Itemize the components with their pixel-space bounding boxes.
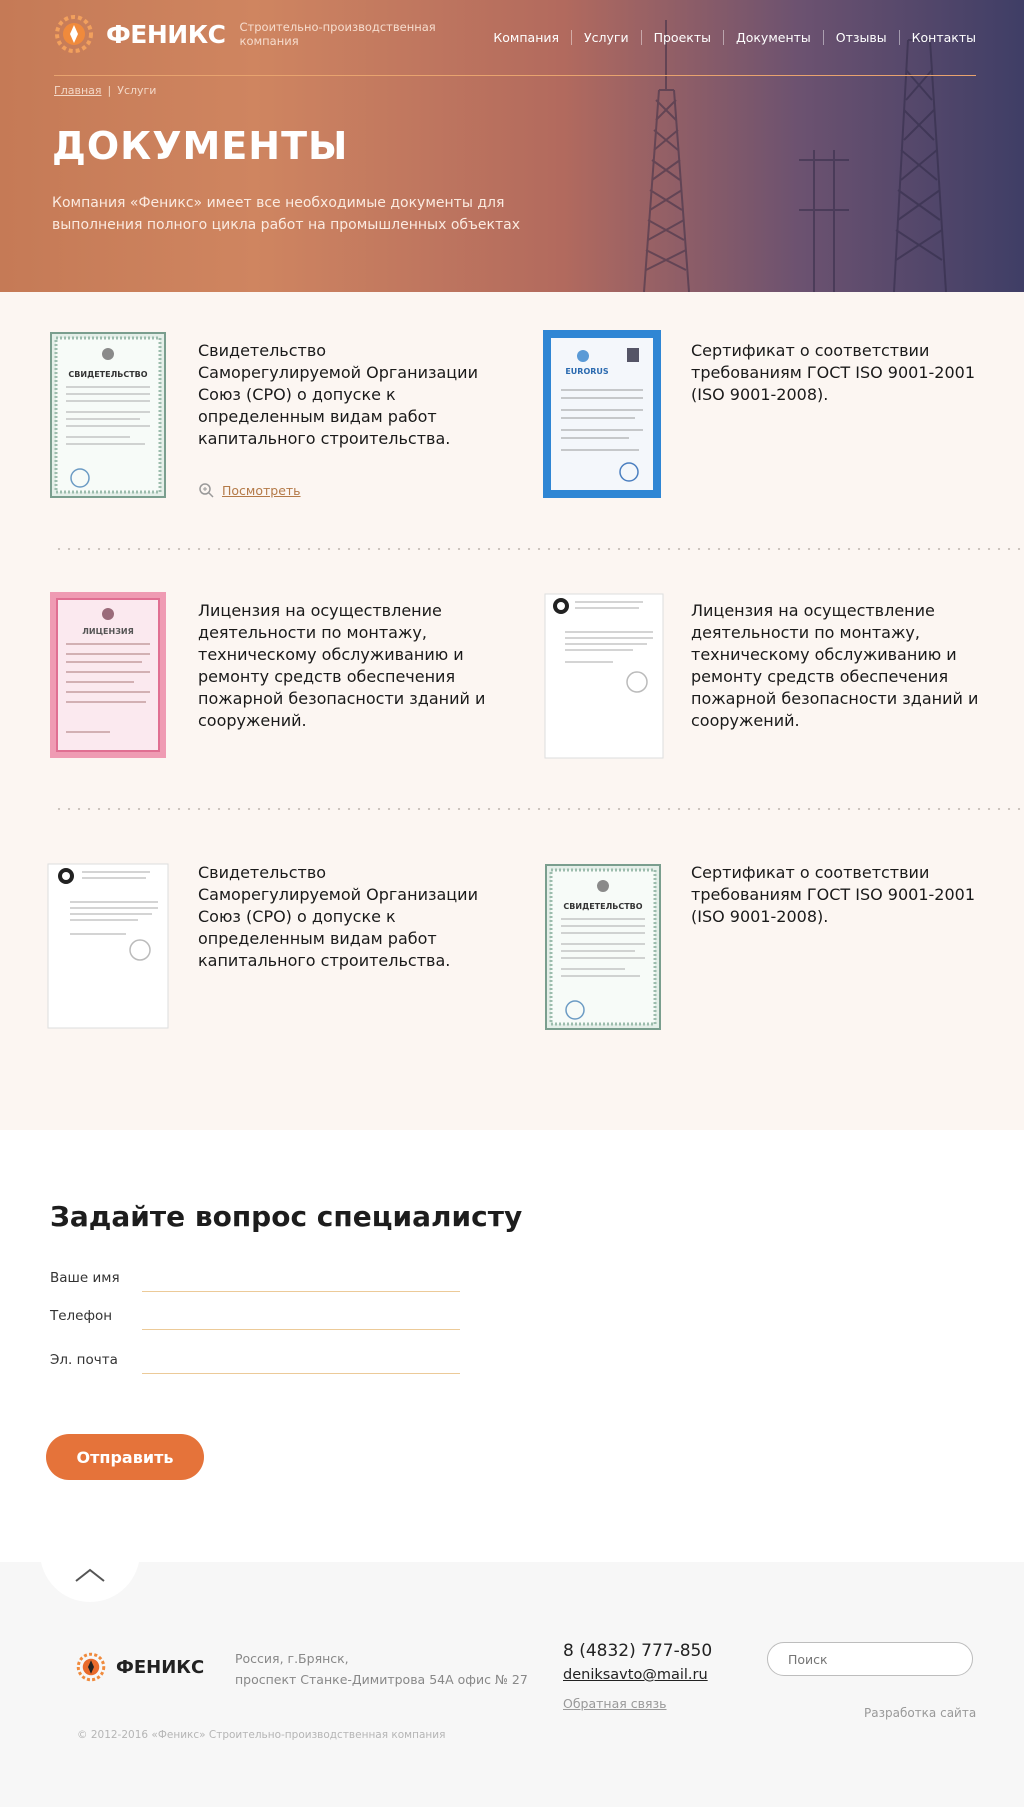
header-logo[interactable] bbox=[54, 14, 440, 54]
phone-input[interactable] bbox=[142, 1304, 460, 1330]
footer-logo[interactable] bbox=[76, 1652, 204, 1682]
phoenix-logo-icon bbox=[76, 1652, 106, 1682]
nav-item-contacts[interactable]: Контакты bbox=[899, 30, 976, 45]
nav-item-services[interactable]: Услуги bbox=[571, 30, 641, 45]
email-label: Эл. почта bbox=[50, 1352, 118, 1368]
nav-item-documents[interactable]: Документы bbox=[723, 30, 823, 45]
footer-phone[interactable]: 8 (4832) 777-850 bbox=[563, 1641, 713, 1661]
document-title: Сертификат о соответствии требованиям ГОСТ ISO 9001-2001 (ISO 9001-2008). bbox=[691, 341, 975, 404]
address-line: Россия, г.Брянск, bbox=[235, 1651, 349, 1666]
document-thumbnail[interactable] bbox=[50, 592, 166, 758]
view-document-link[interactable] bbox=[198, 482, 301, 498]
documents-section bbox=[0, 292, 1024, 1130]
document-thumbnail[interactable] bbox=[545, 864, 661, 1030]
thumb-heading: ЛИЦЕНЗИЯ bbox=[82, 627, 134, 636]
document-title: Лицензия на осуществление деятельности по монтажу, техническому обслуживанию и ремонту средств обеспечения пожарной безопасности зданий и сооружений. bbox=[198, 601, 486, 730]
email-input[interactable] bbox=[142, 1348, 460, 1374]
copyright: © 2012-2016 «Феникс» Строительно-производственная компания bbox=[77, 1729, 446, 1741]
document-thumbnail[interactable] bbox=[46, 862, 170, 1030]
document-thumbnail[interactable] bbox=[543, 592, 665, 760]
breadcrumb bbox=[54, 84, 156, 97]
thumb-heading: СВИДЕТЕЛЬСТВО bbox=[563, 902, 643, 911]
name-input[interactable] bbox=[142, 1266, 460, 1292]
breadcrumb-current: Услуги bbox=[117, 84, 157, 97]
footer-email-link[interactable]: deniksavto@mail.ru bbox=[563, 1667, 708, 1683]
main-nav bbox=[481, 30, 976, 45]
name-label: Ваше имя bbox=[50, 1270, 120, 1286]
search-input[interactable] bbox=[767, 1642, 973, 1676]
document-thumbnail[interactable] bbox=[50, 332, 166, 498]
thumb-heading: EURORUS bbox=[565, 367, 609, 376]
phone-label: Телефон bbox=[50, 1308, 113, 1324]
zoom-in-icon bbox=[198, 482, 214, 498]
brand-name: ФЕНИКС bbox=[106, 19, 226, 49]
page-title: ДОКУМЕНТЫ bbox=[52, 124, 349, 168]
page-description: Компания «Феникс» имеет все необходимые документы для выполнения полного цикла работ на промышленных объектах bbox=[52, 195, 521, 233]
nav-item-projects[interactable]: Проекты bbox=[641, 30, 723, 45]
breadcrumb-separator: | bbox=[107, 84, 112, 97]
phoenix-logo-icon bbox=[54, 14, 94, 54]
address-line: проспект Станке-Димитрова 54А офис № 27 bbox=[235, 1672, 528, 1687]
chevron-up-icon bbox=[74, 1567, 106, 1583]
header-divider bbox=[54, 75, 976, 76]
nav-item-reviews[interactable]: Отзывы bbox=[823, 30, 899, 45]
name-field bbox=[50, 1262, 460, 1292]
submit-button[interactable]: Отправить bbox=[46, 1434, 204, 1480]
document-title: Лицензия на осуществление деятельности по монтажу, техническому обслуживанию и ремонту средств обеспечения пожарной безопасности зданий и сооружений. bbox=[691, 601, 979, 730]
email-field bbox=[50, 1344, 460, 1374]
hero-banner bbox=[0, 0, 1024, 292]
form-title: Задайте вопрос специалисту bbox=[50, 1200, 523, 1233]
feedback-link[interactable]: Обратная связь bbox=[563, 1696, 667, 1711]
document-title: Свидетельство Саморегулируемой Организации Союз (СРО) о допуске к определенным видам работ капитального строительства. bbox=[198, 863, 478, 970]
dotted-divider bbox=[54, 808, 1024, 810]
footer-brand-name: ФЕНИКС bbox=[116, 1656, 205, 1678]
view-link-label[interactable]: Посмотреть bbox=[222, 482, 301, 498]
phone-field bbox=[50, 1300, 460, 1330]
document-title: Сертификат о соответствии требованиям ГОСТ ISO 9001-2001 (ISO 9001-2008). bbox=[691, 863, 975, 926]
footer-address bbox=[235, 1648, 528, 1690]
document-title: Свидетельство Саморегулируемой Организации Союз (СРО) о допуске к определенным видам работ капитального строительства. bbox=[198, 341, 478, 448]
breadcrumb-home[interactable]: Главная bbox=[54, 84, 102, 97]
thumb-heading: СВИДЕТЕЛЬСТВО bbox=[68, 370, 148, 379]
dotted-divider bbox=[54, 548, 1024, 550]
document-thumbnail[interactable] bbox=[543, 330, 661, 498]
brand-tagline: Строительно-производственная компания bbox=[239, 20, 436, 48]
developer-link[interactable]: Разработка сайта bbox=[864, 1706, 977, 1720]
nav-item-company[interactable]: Компания bbox=[493, 30, 560, 45]
